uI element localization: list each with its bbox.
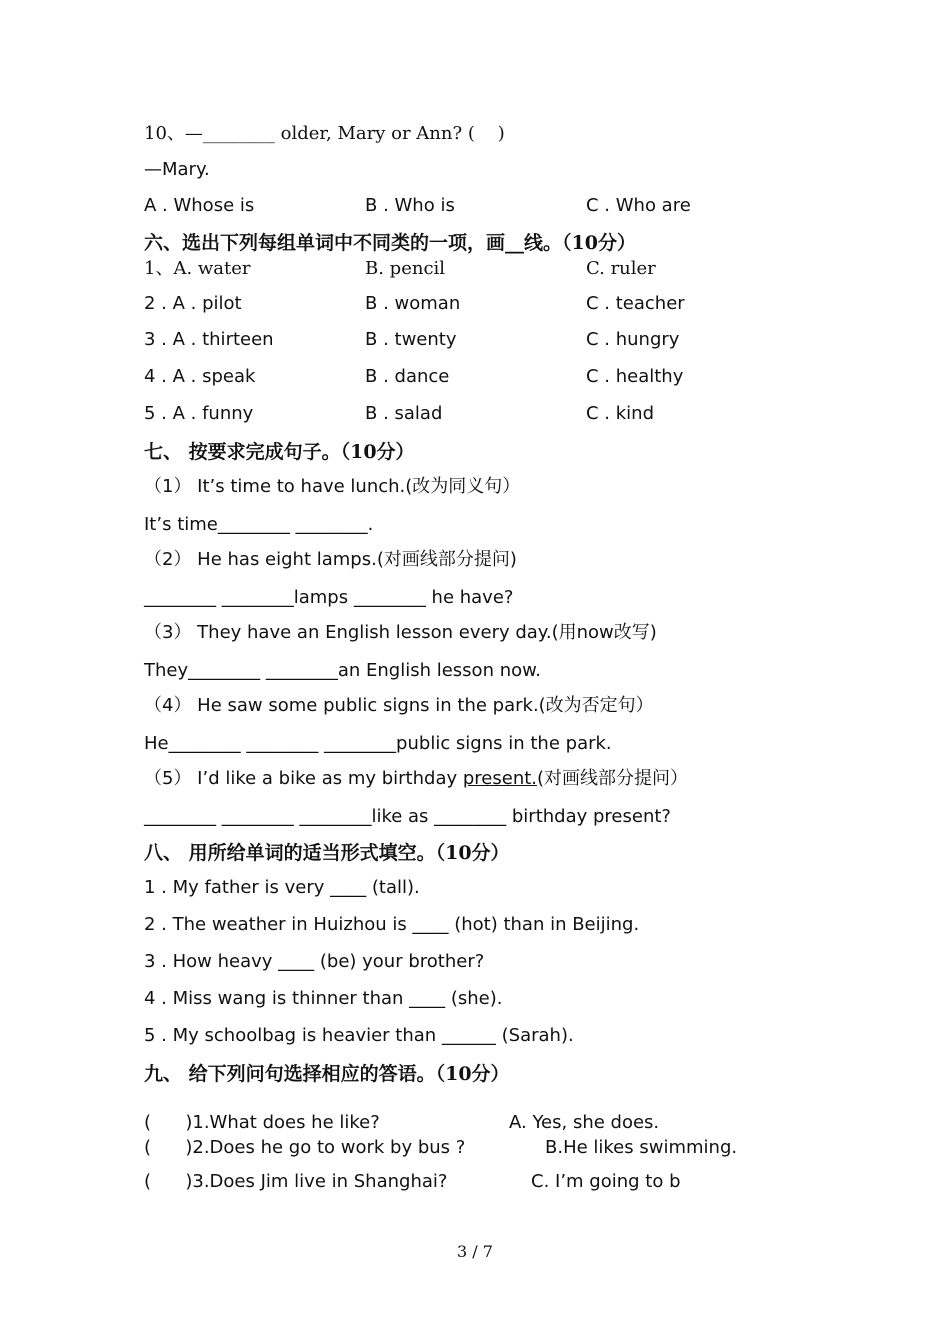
s6-row2-b: B . woman [365,293,461,314]
s6-row2-c: C . teacher [586,293,685,314]
section8-heading: 八、 用所给单词的适当形式填空。（10分） [144,842,510,864]
q10-option-b: B . Who is [365,195,455,216]
section6-heading: 六、选出下列每组单词中不同类的一项，画__线。（10分） [144,232,636,254]
s8-item3: 3 . How heavy ____ (be) your brother? [144,951,485,972]
s6-row5-b: B . salad [365,403,443,424]
s8-item5: 5 . My schoolbag is heavier than ______ (Sarah). [144,1025,574,1046]
q10-stem: 10、—________ older, Mary or Ann? ( ) [144,123,505,144]
section9-heading: 九、 给下列问句选择相应的答语。（10分） [144,1063,510,1085]
s8-item2: 2 . The weather in Huizhou is ____ (hot) than in Beijing. [144,914,640,935]
s6-row1-a: 1、A. water [144,258,251,279]
s7-q1: （1） It’s time to have lunch.(改为同义句） [144,476,521,497]
s6-row3-a: 3 . A . thirteen [144,329,274,350]
s9-a1: A. Yes, she does. [509,1112,660,1133]
s8-item1: 1 . My father is very ____ (tall). [144,877,420,898]
s7-a3: They________ ________an English lesson now. [144,660,541,681]
s7-a5: ________ ________ ________like as ________ birthday present? [144,806,671,827]
s6-row2-a: 2 . A . pilot [144,293,242,314]
s7-q5 [144,767,688,791]
s7-a2: ________ ________lamps ________ he have? [144,587,514,608]
section7-heading: 七、 按要求完成句子。（10分） [144,441,415,463]
s6-row5-c: C . kind [586,403,654,424]
page-number: 3 / 7 [457,1242,493,1261]
s9-a3: C. I’m going to b [531,1171,681,1192]
s6-row3-c: C . hungry [586,329,680,350]
s7-q2: （2） He has eight lamps.(对画线部分提问) [144,549,517,570]
s9-q2: ( )2.Does he go to work by bus ? [144,1137,466,1158]
s7-q5-underlined: present. [462,768,538,789]
s6-row5-a: 5 . A . funny [144,403,254,424]
q10-option-a: A . Whose is [144,195,255,216]
s9-a2: B.He likes swimming. [545,1137,738,1158]
s7-q5-pre: （5） I’d like a bike as my birthday [144,768,463,789]
s6-row1-c: C. ruler [586,258,656,279]
s6-row3-b: B . twenty [365,329,457,350]
s7-a4: He________ ________ ________public signs in the park. [144,733,612,754]
s7-q3: （3） They have an English lesson every day.(用now改写) [144,622,657,643]
s6-row4-c: C . healthy [586,366,684,387]
s9-q3: ( )3.Does Jim live in Shanghai? [144,1171,448,1192]
q10-answer: —Mary. [144,159,210,180]
s6-row4-a: 4 . A . speak [144,366,256,387]
s6-row1-b: B. pencil [365,258,446,279]
s9-q1: ( )1.What does he like? [144,1112,380,1133]
s8-item4: 4 . Miss wang is thinner than ____ (she). [144,988,503,1009]
s7-q4: （4） He saw some public signs in the park.(改为否定句） [144,695,654,716]
q10-option-c: C . Who are [586,195,691,216]
s6-row4-b: B . dance [365,366,450,387]
s7-q5-post: (对画线部分提问） [537,768,689,789]
s7-a1: It’s time________ ________. [144,514,374,535]
